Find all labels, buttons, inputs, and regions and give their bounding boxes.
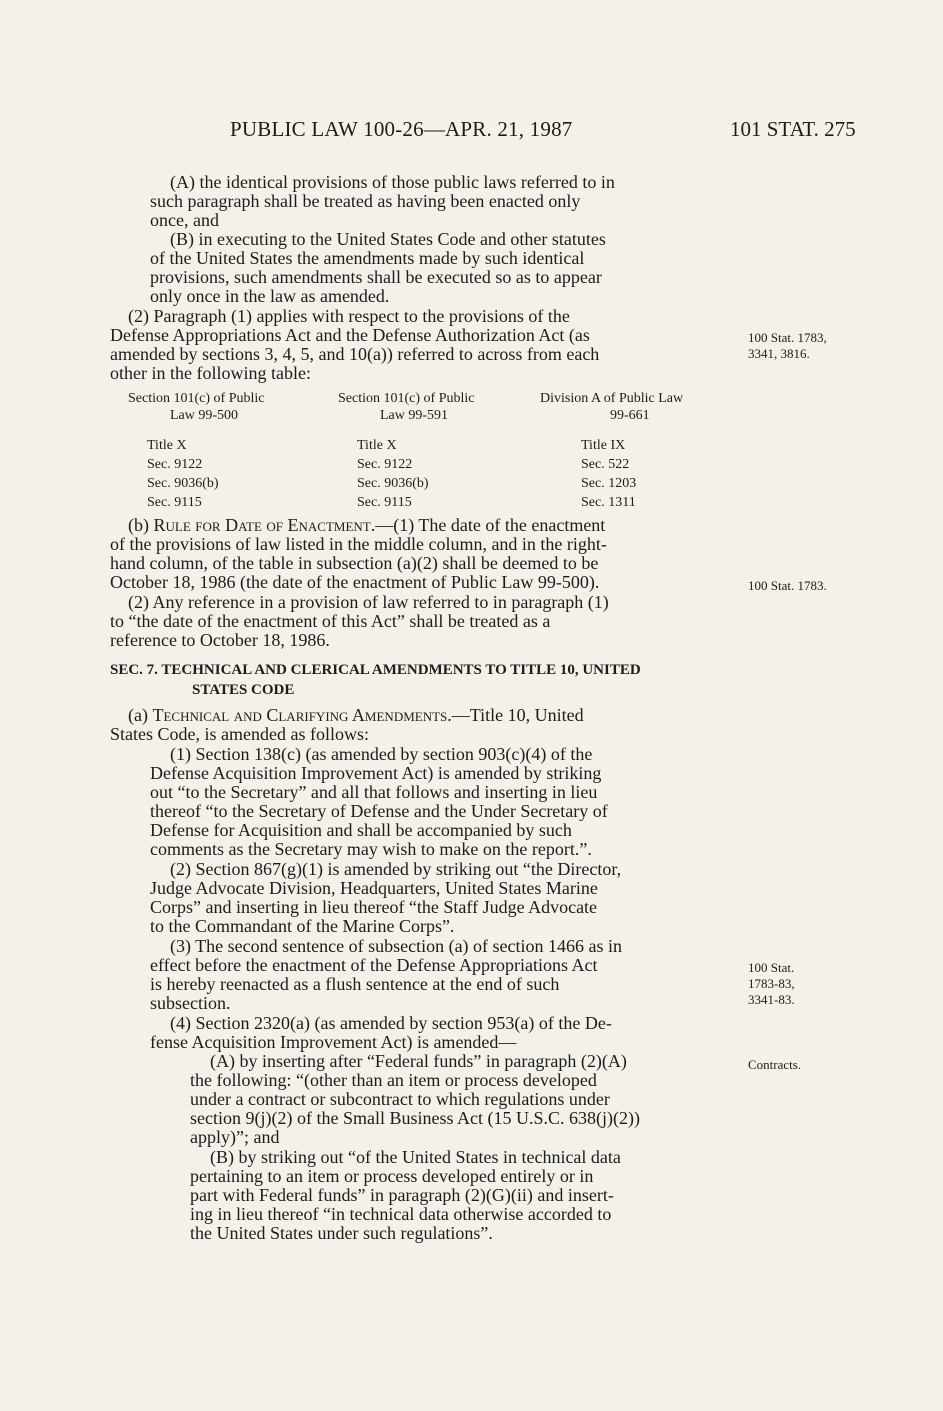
- text-line: (A) by inserting after “Federal funds” in paragraph (2)(A): [210, 1051, 627, 1071]
- table-col1-header: Section 101(c) of Public Law 99-500: [128, 391, 265, 423]
- table-cell: Sec. 522: [581, 457, 630, 472]
- table-cell: Sec. 9122: [147, 457, 203, 472]
- text-line: October 18, 1986 (the date of the enactment of Public Law 99-500).: [110, 572, 600, 592]
- text-line: (4) Section 2320(a) (as amended by section 953(a) of the De-: [170, 1013, 612, 1033]
- text-line: to the Commandant of the Marine Corps”.: [150, 916, 455, 936]
- table-col2: [357, 436, 429, 512]
- text-line: Corps” and inserting in lieu thereof “the Staff Judge Advocate: [150, 897, 598, 917]
- text-line: Defense Acquisition Improvement Act) is amended by striking: [150, 763, 602, 783]
- text-line: (B) by striking out “of the United States in technical data: [210, 1147, 621, 1167]
- text-line: amended by sections 3, 4, 5, and 10(a)) referred to across from each: [110, 344, 600, 364]
- section-heading: SEC. 7. TECHNICAL AND CLERICAL AMENDMENTS TO TITLE 10, UNITED: [110, 662, 641, 678]
- text-line: once, and: [150, 210, 219, 230]
- text-line: only once in the law as amended.: [150, 286, 390, 306]
- margin-note-citation: 100 Stat. 1783-83, 3341-83.: [748, 960, 795, 1007]
- text-line: part with Federal funds” in paragraph (2)(G)(ii) and insert-: [190, 1185, 614, 1205]
- text-line: (2) Section 867(g)(1) is amended by striking out “the Director,: [170, 859, 622, 879]
- table-col2-header: Section 101(c) of Public Law 99-591: [338, 391, 475, 423]
- text-line: comments as the Secretary may wish to make on the report.”.: [150, 839, 592, 859]
- text-line: under a contract or subcontract to which regulations under: [190, 1089, 610, 1109]
- table-cell: Title IX: [581, 438, 626, 453]
- text-line: (A) the identical provisions of those public laws referred to in: [170, 172, 615, 192]
- text-line: fense Acquisition Improvement Act) is amended—: [150, 1032, 517, 1052]
- text-line: (1) Section 138(c) (as amended by section 903(c)(4) of the: [170, 744, 593, 764]
- text-line: hand column, of the table in subsection (a)(2) shall be deemed to be: [110, 553, 599, 573]
- text-line: Judge Advocate Division, Headquarters, United States Marine: [150, 878, 598, 898]
- table-col3-header: Division A of Public Law 99-661: [540, 391, 684, 423]
- text-line: such paragraph shall be treated as having been enacted only: [150, 191, 581, 211]
- text-line: ing in lieu thereof “in technical data otherwise accorded to: [190, 1204, 612, 1224]
- table-cell: Title X: [147, 438, 187, 453]
- table-cell: Title X: [357, 438, 397, 453]
- text-line: (2) Any reference in a provision of law referred to in paragraph (1): [128, 592, 609, 612]
- text-line: is hereby reenacted as a flush sentence at the end of such: [150, 974, 560, 994]
- margin-note-citation: 100 Stat. 1783, 3341, 3816.: [748, 330, 827, 361]
- table-col3: [581, 436, 636, 512]
- table-cell: Sec. 9122: [357, 457, 413, 472]
- text-line: (B) in executing to the United States Code and other statutes: [170, 229, 606, 249]
- text-line: States Code, is amended as follows:: [110, 724, 369, 744]
- text-line: other in the following table:: [110, 363, 311, 383]
- table-cell: Sec. 9115: [357, 495, 412, 510]
- table-cell: Sec. 1203: [581, 476, 637, 491]
- page-header-title: PUBLIC LAW 100-26—APR. 21, 1987: [230, 117, 573, 141]
- text-line: effect before the enactment of the Defense Appropriations Act: [150, 955, 598, 975]
- text-line: thereof “to the Secretary of Defense and the Under Secretary of: [150, 801, 608, 821]
- text-line: to “the date of the enactment of this Act” shall be treated as a: [110, 611, 551, 631]
- table-cell: Sec. 9036(b): [147, 476, 219, 491]
- subsection-b-heading: (b) Rule for Date of Enactment.—(1) The date of the enactment: [128, 515, 606, 535]
- text-line: out “to the Secretary” and all that follows and inserting in lieu: [150, 782, 598, 802]
- table-col1: [147, 436, 219, 512]
- text-line: pertaining to an item or process developed entirely or in: [190, 1166, 594, 1186]
- table-cell: Sec. 1311: [581, 495, 636, 510]
- table-cell: Sec. 9115: [147, 495, 202, 510]
- text-line: Defense for Acquisition and shall be accompanied by such: [150, 820, 572, 840]
- margin-note-citation: 100 Stat. 1783.: [748, 578, 827, 593]
- text-line: the following: “(other than an item or process developed: [190, 1070, 597, 1090]
- text-line: (3) The second sentence of subsection (a) of section 1466 as in: [170, 936, 623, 956]
- text-line: subsection.: [150, 993, 231, 1013]
- text-line: apply)”; and: [190, 1127, 280, 1147]
- text-line: of the United States the amendments made by such identical: [150, 248, 585, 268]
- text-line: the United States under such regulations”.: [190, 1223, 493, 1243]
- section-heading-cont: STATES CODE: [192, 682, 295, 698]
- page-header-stat: 101 STAT. 275: [730, 117, 856, 141]
- table-cell: Sec. 9036(b): [357, 476, 429, 491]
- text-line: provisions, such amendments shall be executed so as to appear: [150, 267, 602, 287]
- text-line: (2) Paragraph (1) applies with respect to the provisions of the: [128, 306, 570, 326]
- text-line: section 9(j)(2) of the Small Business Act (15 U.S.C. 638(j)(2)): [190, 1108, 640, 1128]
- subsection-a-heading: (a) Technical and Clarifying Amendments.—Title 10, United: [128, 705, 584, 725]
- text-line: reference to October 18, 1986.: [110, 630, 330, 650]
- margin-note-topic: Contracts.: [748, 1057, 802, 1072]
- text-line: Defense Appropriations Act and the Defense Authorization Act (as: [110, 325, 590, 345]
- text-line: of the provisions of law listed in the middle column, and in the right-: [110, 534, 607, 554]
